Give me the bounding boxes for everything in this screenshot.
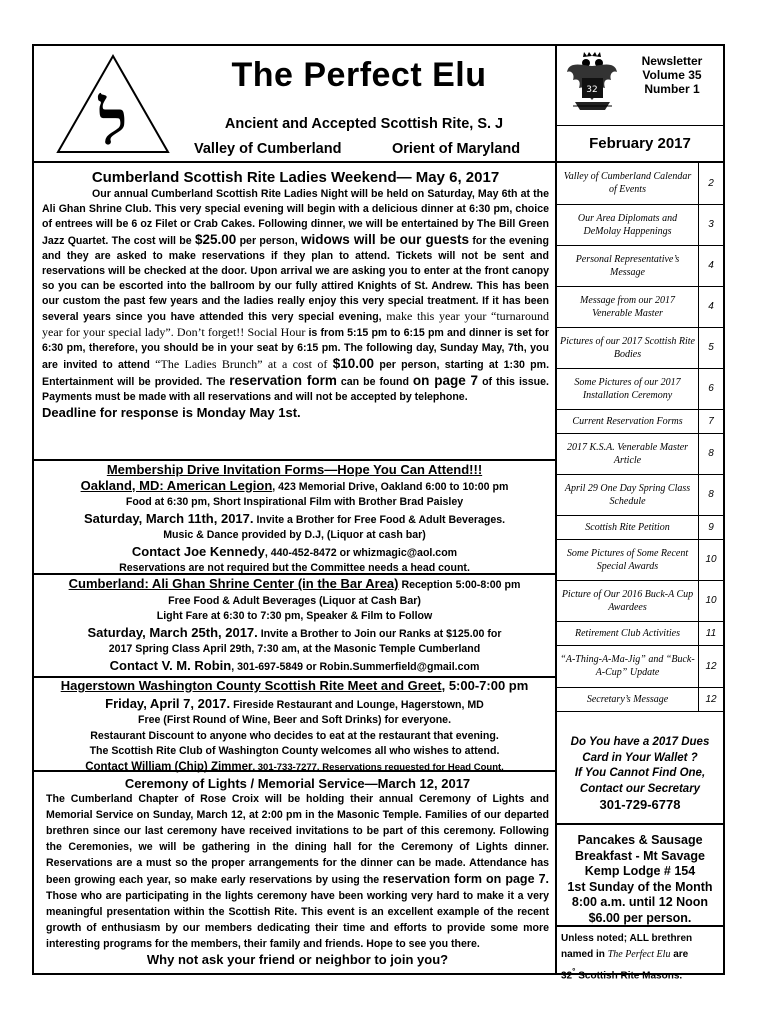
toc-page: 8	[699, 433, 724, 474]
toc-title: Some Pictures of our 2017 Installation Ceremony	[557, 368, 699, 409]
toc-title: Retirement Club Activities	[557, 621, 699, 645]
toc-title: Valley of Cumberland Calendar of Events	[557, 163, 699, 204]
masthead	[34, 46, 557, 163]
toc-title: 2017 K.S.A. Venerable Master Article	[557, 433, 699, 474]
toc-row	[557, 621, 723, 645]
newsletter-title: The Perfect Elu	[231, 56, 487, 94]
toc-title: Our Area Diplomats and DeMolay Happenings	[557, 204, 699, 245]
newsletter-page	[32, 44, 725, 982]
toc-title: Some Pictures of Some Recent Special Awards	[557, 539, 699, 580]
toc-row	[557, 245, 723, 286]
toc-title: April 29 One Day Spring Class Schedule	[557, 474, 699, 515]
ceremony-closing: Why not ask your friend or neighbor to join you?	[146, 952, 449, 967]
dues-reminder: Do You have a 2017 Dues Card in Your Wallet ? If You Cannot Find One, Contact our Secretary 301-729-6778	[557, 735, 723, 813]
toc-title: Message from our 2017 Venerable Master	[557, 286, 699, 327]
toc-page: 10	[699, 580, 724, 621]
oakland-contact: Contact Joe Kennedy	[131, 543, 265, 559]
toc-page: 7	[699, 409, 724, 433]
toc-row	[557, 409, 723, 433]
cumberland-location: Cumberland: Ali Ghan Shrine Center (in the Bar Area)	[68, 576, 399, 591]
hagerstown-date: Friday, April 7, 2017.	[105, 695, 231, 711]
sidebar	[557, 163, 723, 982]
toc-row	[557, 515, 723, 539]
triangle-glyph: ל	[98, 86, 128, 156]
number-label: Number 1	[644, 82, 700, 96]
ceremony-body: The Cumberland Chapter of Rose Croix will be holding their annual Ceremony of Lights and Memorial Service on Sunday, March 12, at 2:00 pm in the Masonic Temple. Families of our departed brethren since our last ceremony have received invitations to be part of this ceremony. Following the Ceremonies, we will be gathering in the dining hall for the Ceremony of Lights dinner. Reservations are a must so the proper arrangements for the dinner can be made. Attendance has been growing each year, so make early reservations by using the reservation form on page 7. Those who are participating in the lights ceremony have been working very hard to make it a very meaningful presentation within the Scottish Rite. This event is an excellent example of the recent growth of enthusiasm by our members dedicating their time and efforts to provide some more interesting programs for the members, their family and friends. Hope to see you there.	[46, 793, 550, 950]
toc-page: 4	[699, 245, 724, 286]
oakland-location: Oakland, MD: American Legion	[80, 477, 273, 493]
toc-row	[557, 327, 723, 368]
ladies-weekend-body: Our annual Cumberland Scottish Rite Ladies Night will be held on Saturday, May 6th at the Ali Ghan Shrine Club. This very special evening will begin with a delicious dinner at 6:30 pm, choice of entrees will be 6 oz Filet or Crab Cakes. Following dinner, we will be entertained by The Bill Green Jazz Quartet. The cost will be $25.00 per person, widows will be our guests for the evening and they are asked to make reservations if they plan to attend. Tickets will not be sent and reservations will be checked at the door. Upon arrival we are asking you to enter at the front canopy so you can be escorted into the ballroom by our fully attired Knights of St. Andrew. This has been our custom the past few years and the ladies really enjoy this very special treatment. If it has been several years since you have attended this very special evening, make this year your “turnaround year for your special lady”. Don’t forget!! Social Hour is from 5:15 pm to 6:15 pm and dinner is set for 6:30 pm, therefore, you should be in your seat by 6:15 pm. The following day, Sunday May, 7th, you are invited to attend “The Ladies Brunch” at a cost of $10.00 per person, starting at 1:30 pm. Entertainment will be provided. The reservation form can be found on page 7 of this issue. Payments must be made with all reservations and will not be accepted by telephone.	[42, 188, 550, 403]
toc-page: 12	[699, 687, 724, 711]
issue-box	[557, 46, 723, 163]
toc-page: 8	[699, 474, 724, 515]
ladies-weekend-heading: Cumberland Scottish Rite Ladies Weekend— May 6, 2017	[91, 169, 500, 186]
cumberland-contact: Contact V. M. Robin	[109, 657, 232, 673]
orient-label: Orient of Maryland	[392, 141, 521, 157]
table-of-contents	[557, 163, 723, 712]
toc-title: Scottish Rite Petition	[557, 515, 699, 539]
membership-drive-heading: Membership Drive Invitation Forms—Hope You Can Attend!!!	[106, 462, 483, 477]
toc-row	[557, 580, 723, 621]
ladies-weekend-deadline: Deadline for response is Monday May 1st.	[42, 405, 301, 420]
toc-page: 11	[699, 621, 724, 645]
toc-row	[557, 204, 723, 245]
volume-label: Volume 35	[642, 68, 702, 82]
toc-title: Picture of Our 2016 Buck-A Cup Awardees	[557, 580, 699, 621]
triangle-lamed-icon	[54, 52, 172, 156]
toc-page: 12	[699, 645, 724, 687]
double-headed-eagle-icon	[565, 50, 620, 113]
toc-page: 6	[699, 368, 724, 409]
oakland-date: Saturday, March 11th, 2017.	[83, 510, 254, 526]
hagerstown-heading: Hagerstown Washington County Scottish Rite Meet and Greet	[60, 678, 442, 693]
toc-row	[557, 474, 723, 515]
toc-row	[557, 163, 723, 204]
membership-drive-cumberland: Cumberland: Ali Ghan Shrine Center (in the Bar Area) Reception 5:00-8:00 pm Free Food & Adult Beverages (Liquor at Cash Bar) Light Fare at 6:30 to 7:30 pm, Speaker & Film to Follow Saturday, March 25th, 2017. Invite a Brother to Join our Ranks at $125.00 for 2017 Spring Class April 29th, 7:30 am, at the Masonic Temple Cumberland Contact V. M. Robin, 301-697-5849 or Robin.Summerfield@gmail.com	[34, 573, 555, 675]
membership-footnote: Unless noted; ALL brethren named in The Perfect Elu are 32° Scottish Rite Masons.	[561, 933, 693, 982]
toc-page: 5	[699, 327, 724, 368]
toc-row	[557, 645, 723, 687]
svg-text:32: 32	[586, 85, 598, 95]
issue-date: February 2017	[589, 135, 691, 152]
toc-page: 4	[699, 286, 724, 327]
hagerstown-contact: Contact William (Chip) Zimmer	[85, 760, 253, 773]
newsletter-subtitle: Ancient and Accepted Scottish Rite, S. J	[224, 116, 504, 132]
secretary-phone: 301-729-6778	[599, 797, 681, 812]
ceremony-of-lights-article	[34, 770, 555, 973]
ladies-weekend-article	[34, 163, 555, 458]
toc-row	[557, 539, 723, 580]
hagerstown-meet-greet: Hagerstown Washington County Scottish Rite Meet and Greet, 5:00-7:00 pm Friday, April 7, 2017. Fireside Restaurant and Lounge, Hagerstown, MD Free (First Round of Wine, Beer and Soft Drinks) for everyone. Restaurant Discount to anyone who decides to eat at the restaurant that evening. The Scottish Rite Club of Washington County welcomes all who wishes to attend. Contact William (Chip) Zimmer, 301-733-7277. Reservations requested for Head Count.	[34, 676, 555, 769]
main-column	[34, 163, 557, 973]
toc-title: Secretary’s Message	[557, 687, 699, 711]
toc-title: Current Reservation Forms	[557, 409, 699, 433]
newsletter-label: Newsletter	[641, 54, 703, 68]
toc-page: 3	[699, 204, 724, 245]
valley-label: Valley of Cumberland	[194, 141, 342, 157]
pancake-breakfast-notice: Pancakes & Sausage Breakfast - Mt Savage Kemp Lodge # 154 1st Sunday of the Month 8:00 a.m. until 12 Noon $6.00 per person.	[557, 823, 723, 927]
toc-title: Pictures of our 2017 Scottish Rite Bodies	[557, 327, 699, 368]
toc-title: “A-Thing-A-Ma-Jig” and “Buck-A-Cup” Update	[557, 645, 699, 687]
toc-page: 10	[699, 539, 724, 580]
membership-drive-oakland: Membership Drive Invitation Forms—Hope You Can Attend!!! Oakland, MD: American Legion, 423 Memorial Drive, Oakland 6:00 to 10:00 pm Food at 6:30 pm, Short Inspirational Film with Brother Brad Paisley Saturday, March 11th, 2017. Invite a Brother for Free Food & Adult Beverages. Music & Dance provided by D.J, (Liquor at cash bar) Contact Joe Kennedy, 440-452-8472 or whizmagic@aol.com Reservations are not required but the Committee needs a head count.	[34, 459, 555, 572]
toc-row	[557, 368, 723, 409]
toc-row	[557, 286, 723, 327]
toc-page: 9	[699, 515, 724, 539]
toc-page: 2	[699, 163, 724, 204]
toc-row	[557, 433, 723, 474]
cumberland-date: Saturday, March 25th, 2017.	[87, 624, 258, 640]
issue-divider	[557, 125, 723, 126]
toc-title: Personal Representative’s Message	[557, 245, 699, 286]
ceremony-heading: Ceremony of Lights / Memorial Service—March 12, 2017	[124, 776, 471, 791]
toc-row	[557, 687, 723, 711]
